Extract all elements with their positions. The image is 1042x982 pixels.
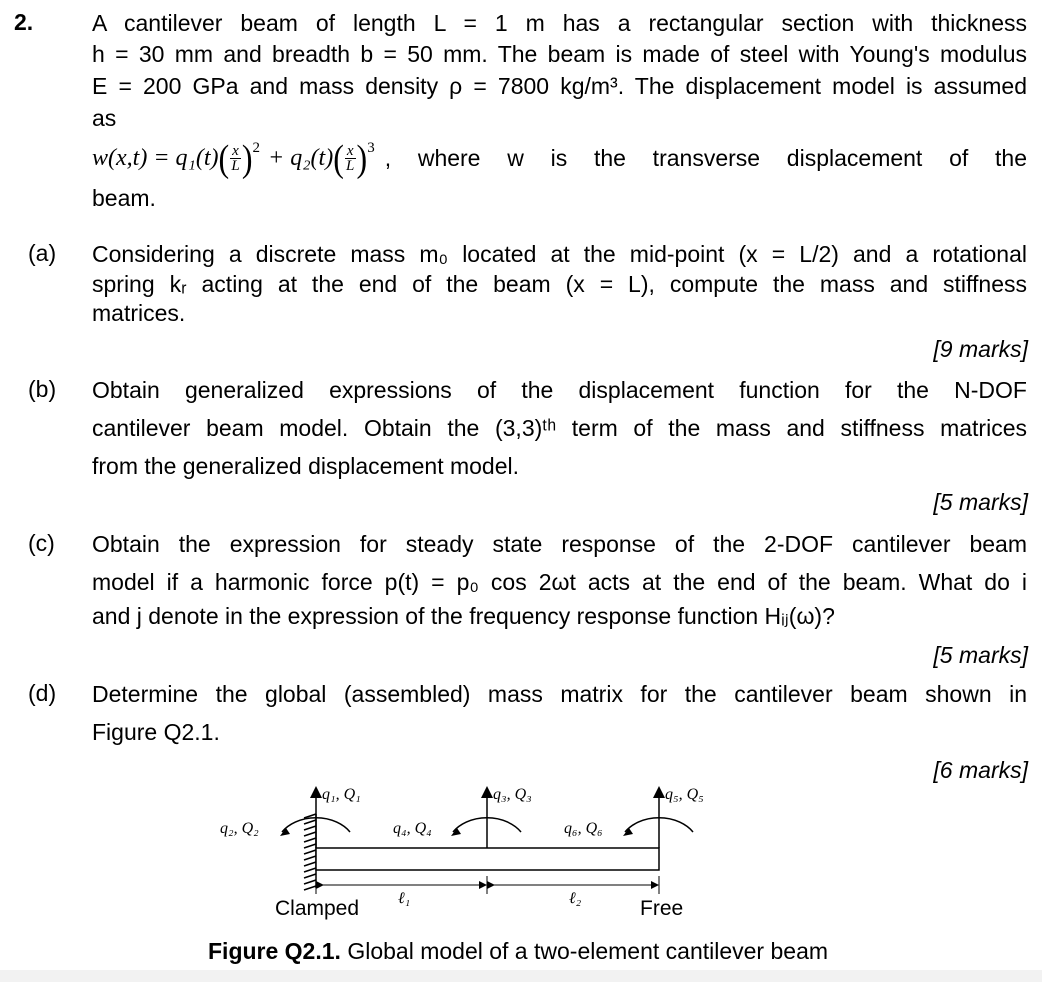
part-a-marks: [9 marks] (933, 336, 1028, 362)
part-a-label: (a) (28, 240, 57, 266)
part-d-line-2: Figure Q2.1. (92, 719, 220, 745)
part-c-label: (c) (28, 530, 55, 556)
part-c-marks: [5 marks] (933, 642, 1028, 668)
part-c-line-2: model if a harmonic force p(t) = p₀ cos 2ωt acts at the end of the beam. What do i (92, 569, 1027, 595)
intro-line-4: as (92, 105, 117, 131)
figure-caption-label: Figure Q2.1. (208, 938, 341, 964)
bottom-strip (0, 970, 1042, 982)
part-d-marks: [6 marks] (933, 757, 1028, 783)
part-a-line-3: matrices. (92, 300, 186, 326)
part-c-line-3: and j denote in the expression of the frequency response function Hᵢⱼ(ω)? (92, 603, 835, 629)
fraction-1: ( $\frac{x}{L}$ ) $^2$ (218, 136, 260, 180)
intro-line-2: h = 30 mm and breadth b = 50 mm. The beam is made of steel with Young's modulus (92, 41, 1027, 67)
question-number: 2. (14, 9, 34, 35)
part-b-line-2: cantilever beam model. Obtain the (3,3)ᵗʰ term of the mass and stiffness matrices (92, 415, 1027, 441)
part-d-label: (d) (28, 680, 57, 706)
part-c-line-1: Obtain the expression for steady state response of the 2-DOF cantilever beam (92, 531, 1027, 557)
dof-label-q6: q₆, Q₆ (564, 820, 603, 837)
equation-lhs: w(x,t) = q₁(t) (92, 144, 219, 171)
equation-tail: , where w is the transverse displacement of the (384, 144, 1027, 171)
figure-caption-text: Global model of a two-element cantilever beam (340, 938, 829, 964)
fraction-2: ( $\frac{x}{L}$ ) $^3$ (333, 136, 375, 180)
clamped-support (304, 814, 316, 890)
equation-mid: + q₂(t) (268, 144, 334, 171)
part-b-line-1: Obtain generalized expressions of the displacement function for the N-DOF (92, 377, 1027, 403)
figure-q2-1 (0, 770, 1042, 970)
element-label-2: ℓ₂ (569, 890, 582, 907)
free-label: Free (640, 897, 684, 920)
dof-label-q3: q₃, Q₃ (493, 786, 532, 803)
part-b-label: (b) (28, 376, 57, 402)
dof-label-q5: q₅, Q₅ (665, 786, 704, 803)
element-label-1: ℓ₁ (398, 890, 411, 907)
dof-label-q2: q₂, Q₂ (220, 820, 259, 837)
part-b-marks: [5 marks] (933, 489, 1028, 515)
figure-caption (208, 938, 828, 965)
dof-label-q4: q₄, Q₄ (393, 820, 432, 837)
beam-body (316, 848, 659, 870)
clamped-label: Clamped (275, 897, 360, 920)
dof-label-q1: q₁, Q₁ (322, 786, 361, 803)
beam-word: beam. (92, 185, 156, 211)
exponent-2: 2 (252, 139, 260, 156)
intro-line-1: A cantilever beam of length L = 1 m has a rectangular section with thickness (92, 10, 1027, 36)
exponent-3: 3 (367, 139, 375, 156)
intro-line-3: E = 200 GPa and mass density ρ = 7800 kg/m³. The displacement model is assumed (92, 73, 1027, 99)
part-a-line-1: Considering a discrete mass m₀ located at the mid-point (x = L/2) and a rotational (92, 241, 1027, 267)
part-b-line-3: from the generalized displacement model. (92, 453, 520, 479)
equation-math (92, 136, 375, 180)
displacement-equation (92, 138, 1027, 178)
part-a-line-2: spring kᵣ acting at the end of the beam (x = L), compute the mass and stiffness (92, 271, 1027, 297)
part-d-line-1: Determine the global (assembled) mass matrix for the cantilever beam shown in (92, 681, 1027, 707)
